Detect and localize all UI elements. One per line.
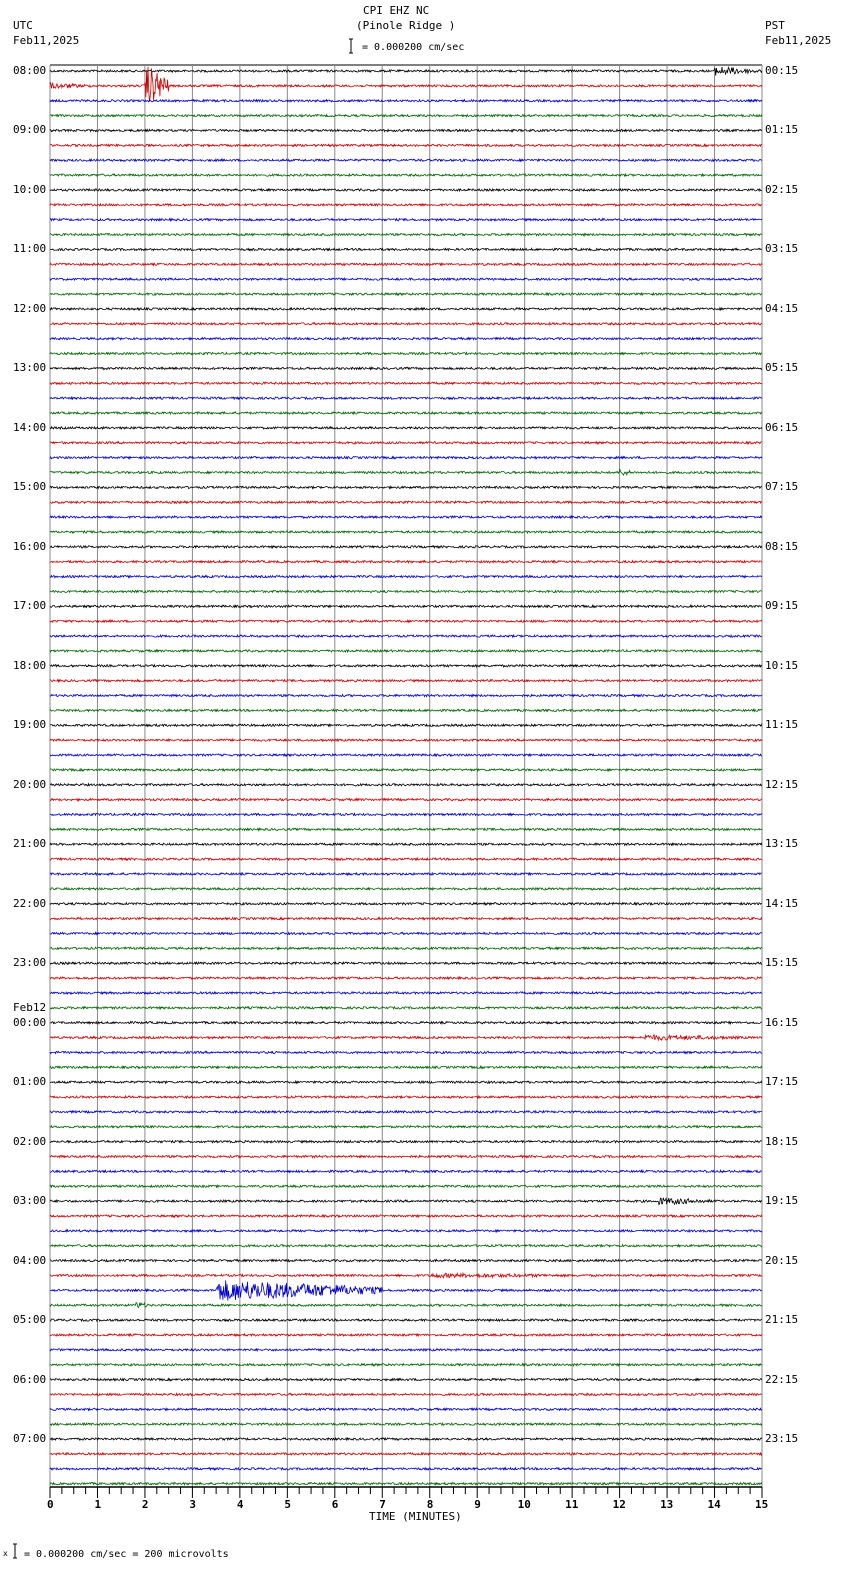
right-hour-label: 18:15: [765, 1134, 799, 1148]
seismic-trace: [50, 531, 762, 533]
seismic-trace: [50, 918, 762, 920]
seismic-trace: [50, 516, 762, 518]
left-date: Feb11,2025: [13, 34, 80, 47]
x-tick-label: 12: [612, 1498, 626, 1511]
left-hour-label: 20:00: [13, 777, 47, 791]
x-tick-label: 2: [141, 1498, 149, 1511]
x-tick-label: 14: [707, 1498, 721, 1511]
seismic-trace: [50, 813, 762, 815]
seismic-trace: [50, 561, 762, 563]
x-tick-label: 1: [94, 1498, 102, 1511]
seismic-trace: [50, 977, 762, 979]
seismic-trace: [50, 293, 762, 295]
seismic-trace: [50, 992, 762, 994]
seismic-trace: [50, 457, 762, 459]
seismic-trace: [50, 397, 762, 399]
seismic-trace: [50, 888, 762, 890]
left-hour-label: 00:00: [13, 1015, 47, 1029]
seismic-trace: [50, 1035, 762, 1040]
right-hour-label: 14:15: [765, 896, 799, 910]
seismic-trace: [50, 1349, 762, 1351]
left-hour-label: 05:00: [13, 1313, 47, 1327]
left-hour-label: 08:00: [13, 64, 47, 77]
seismic-trace: [50, 469, 762, 475]
seismic-trace: [50, 1007, 762, 1009]
seismic-trace: [50, 248, 762, 250]
x-tick-label: 13: [660, 1498, 674, 1511]
left-hour-label: 16:00: [13, 539, 47, 553]
left-hour-label: 22:00: [13, 896, 47, 910]
seismic-trace: [50, 338, 762, 340]
seismic-trace: [50, 932, 762, 934]
seismic-trace: [50, 1245, 762, 1247]
left-hour-label: 09:00: [13, 123, 47, 137]
x-tick-label: 10: [517, 1498, 531, 1511]
seismic-trace: [50, 501, 762, 503]
right-hour-label: 12:15: [765, 777, 799, 791]
footer-scale-bar-icon: [13, 1544, 17, 1558]
seismic-trace: [50, 769, 762, 771]
seismic-trace: [50, 486, 762, 488]
seismic-trace: [50, 1022, 762, 1024]
seismic-trace: [50, 1453, 762, 1455]
left-hour-label: 23:00: [13, 956, 47, 970]
right-hour-label: 09:15: [765, 599, 799, 613]
seismic-trace: [50, 1096, 762, 1098]
left-hour-label: 02:00: [13, 1134, 47, 1148]
date-change-label: Feb12: [13, 1000, 47, 1014]
seismic-trace: [50, 1111, 762, 1113]
seismic-trace: [50, 1198, 762, 1205]
right-hour-label: 03:15: [765, 242, 799, 256]
x-tick-label: 8: [426, 1498, 434, 1511]
seismic-trace: [50, 100, 762, 102]
seismic-trace: [50, 1260, 762, 1262]
seismic-trace: [50, 115, 762, 117]
seismic-trace: [50, 352, 762, 354]
seismic-trace: [50, 1468, 762, 1470]
seismic-trace: [50, 129, 762, 131]
left-timezone: UTC: [13, 19, 33, 32]
left-hour-label: 14:00: [13, 420, 47, 434]
seismic-trace: [50, 308, 762, 310]
left-hour-label: 10:00: [13, 182, 47, 196]
seismic-trace: [50, 219, 762, 221]
seismic-trace: [50, 323, 762, 325]
seismic-trace: [50, 204, 762, 206]
seismic-trace: [50, 1155, 762, 1157]
seismic-trace: [50, 1408, 762, 1410]
seismic-trace: [50, 754, 762, 756]
seismic-trace: [50, 947, 762, 949]
right-hour-label: 16:15: [765, 1015, 799, 1029]
seismic-trace: [50, 828, 762, 830]
left-hour-label: 03:00: [13, 1194, 47, 1208]
left-hour-label: 13:00: [13, 361, 47, 375]
seismic-trace: [50, 1081, 762, 1083]
x-tick-label: 5: [284, 1498, 291, 1511]
seismic-trace: [50, 650, 762, 652]
left-hour-label: 15:00: [13, 480, 47, 494]
station-name: (Pinole Ridge ): [356, 19, 456, 32]
x-tick-label: 0: [47, 1498, 54, 1511]
seismic-trace: [50, 382, 762, 384]
left-hour-label: 06:00: [13, 1372, 47, 1386]
seismic-trace: [50, 263, 762, 265]
right-date: Feb11,2025: [765, 34, 832, 47]
right-hour-label: 20:15: [765, 1253, 799, 1267]
right-hour-label: 13:15: [765, 837, 799, 851]
seismic-trace: [50, 1126, 762, 1128]
right-hour-label: 21:15: [765, 1313, 799, 1327]
seismic-trace: [50, 189, 762, 191]
left-hour-label: 11:00: [13, 242, 47, 256]
footer-mark: x: [3, 1549, 8, 1558]
seismic-trace: [50, 174, 762, 176]
seismic-trace: [50, 1379, 762, 1381]
x-tick-label: 15: [755, 1498, 769, 1511]
seismic-trace: [50, 1185, 762, 1187]
seismic-trace: [50, 1280, 762, 1300]
right-hour-label: 07:15: [765, 480, 799, 494]
scale-bar-icon: [349, 39, 353, 53]
seismic-trace: [50, 144, 762, 146]
footer-scale: = 0.000200 cm/sec = 200 microvolts: [24, 1549, 229, 1560]
x-tick-label: 7: [379, 1498, 386, 1511]
x-tick-label: 11: [565, 1498, 579, 1511]
right-hour-label: 23:15: [765, 1432, 799, 1446]
left-hour-label: 18:00: [13, 658, 47, 672]
right-hour-label: 05:15: [765, 361, 799, 375]
seismic-trace: [50, 367, 762, 369]
station-title: CPI EHZ NC: [363, 4, 430, 17]
seismic-trace: [50, 546, 762, 548]
seismic-trace: [50, 694, 762, 696]
seismic-trace: [50, 1066, 762, 1068]
left-hour-label: 04:00: [13, 1253, 47, 1267]
right-hour-label: 00:15: [765, 64, 799, 77]
seismic-trace: [50, 159, 762, 161]
right-timezone: PST: [765, 19, 785, 32]
seismic-trace: [50, 784, 762, 786]
x-tick-label: 4: [236, 1498, 244, 1511]
seismic-trace: [50, 1273, 762, 1278]
seismic-trace: [50, 799, 762, 801]
seismic-trace: [50, 635, 762, 637]
x-tick-label: 6: [331, 1498, 339, 1511]
seismic-trace: [50, 620, 762, 622]
right-hour-label: 02:15: [765, 182, 799, 196]
seismic-trace: [50, 709, 762, 711]
right-hour-label: 22:15: [765, 1372, 799, 1386]
right-hour-label: 11:15: [765, 718, 799, 732]
left-hour-label: 21:00: [13, 837, 47, 851]
seismic-trace: [50, 1483, 762, 1485]
seismic-trace: [50, 873, 762, 875]
right-hour-label: 19:15: [765, 1194, 799, 1208]
x-axis-label: TIME (MINUTES): [369, 1510, 462, 1523]
seismic-trace: [50, 278, 762, 280]
seismic-trace: [50, 442, 762, 444]
left-hour-label: 07:00: [13, 1432, 47, 1446]
right-hour-label: 04:15: [765, 301, 799, 315]
scale-label: = 0.000200 cm/sec: [362, 42, 465, 53]
left-hour-label: 17:00: [13, 599, 47, 613]
x-tick-label: 3: [189, 1498, 197, 1511]
seismic-trace: [50, 665, 762, 667]
seismic-trace: [50, 1393, 762, 1395]
seismic-trace: [50, 739, 762, 741]
seismic-trace: [50, 858, 762, 860]
seismic-trace: [50, 1141, 762, 1143]
right-hour-label: 17:15: [765, 1075, 799, 1089]
seismic-trace: [50, 1170, 762, 1172]
right-hour-label: 15:15: [765, 956, 799, 970]
seismic-trace: [50, 1230, 762, 1232]
left-hour-label: 19:00: [13, 718, 47, 732]
seismic-trace: [50, 1215, 762, 1217]
seismic-trace: [50, 680, 762, 682]
seismic-trace: [50, 903, 762, 905]
seismic-trace: [50, 1364, 762, 1366]
seismic-trace: [50, 1319, 762, 1321]
seismic-trace: [50, 234, 762, 236]
right-hour-label: 10:15: [765, 658, 799, 672]
seismic-trace: [50, 1051, 762, 1053]
left-hour-label: 01:00: [13, 1075, 47, 1089]
right-hour-label: 08:15: [765, 539, 799, 553]
seismic-trace: [50, 843, 762, 845]
right-hour-label: 01:15: [765, 123, 799, 137]
x-tick-label: 9: [474, 1498, 481, 1511]
left-hour-label: 12:00: [13, 301, 47, 315]
seismic-trace: [50, 1423, 762, 1425]
seismic-trace: [50, 1438, 762, 1440]
seismic-trace: [50, 412, 762, 414]
right-hour-label: 06:15: [765, 420, 799, 434]
seismic-trace: [50, 590, 762, 592]
seismic-trace: [50, 1303, 762, 1308]
seismic-trace: [50, 962, 762, 964]
seismic-trace: [50, 576, 762, 578]
seismic-trace: [50, 605, 762, 607]
seismic-trace: [50, 427, 762, 429]
seismic-trace: [50, 1334, 762, 1336]
seismic-trace: [50, 724, 762, 726]
